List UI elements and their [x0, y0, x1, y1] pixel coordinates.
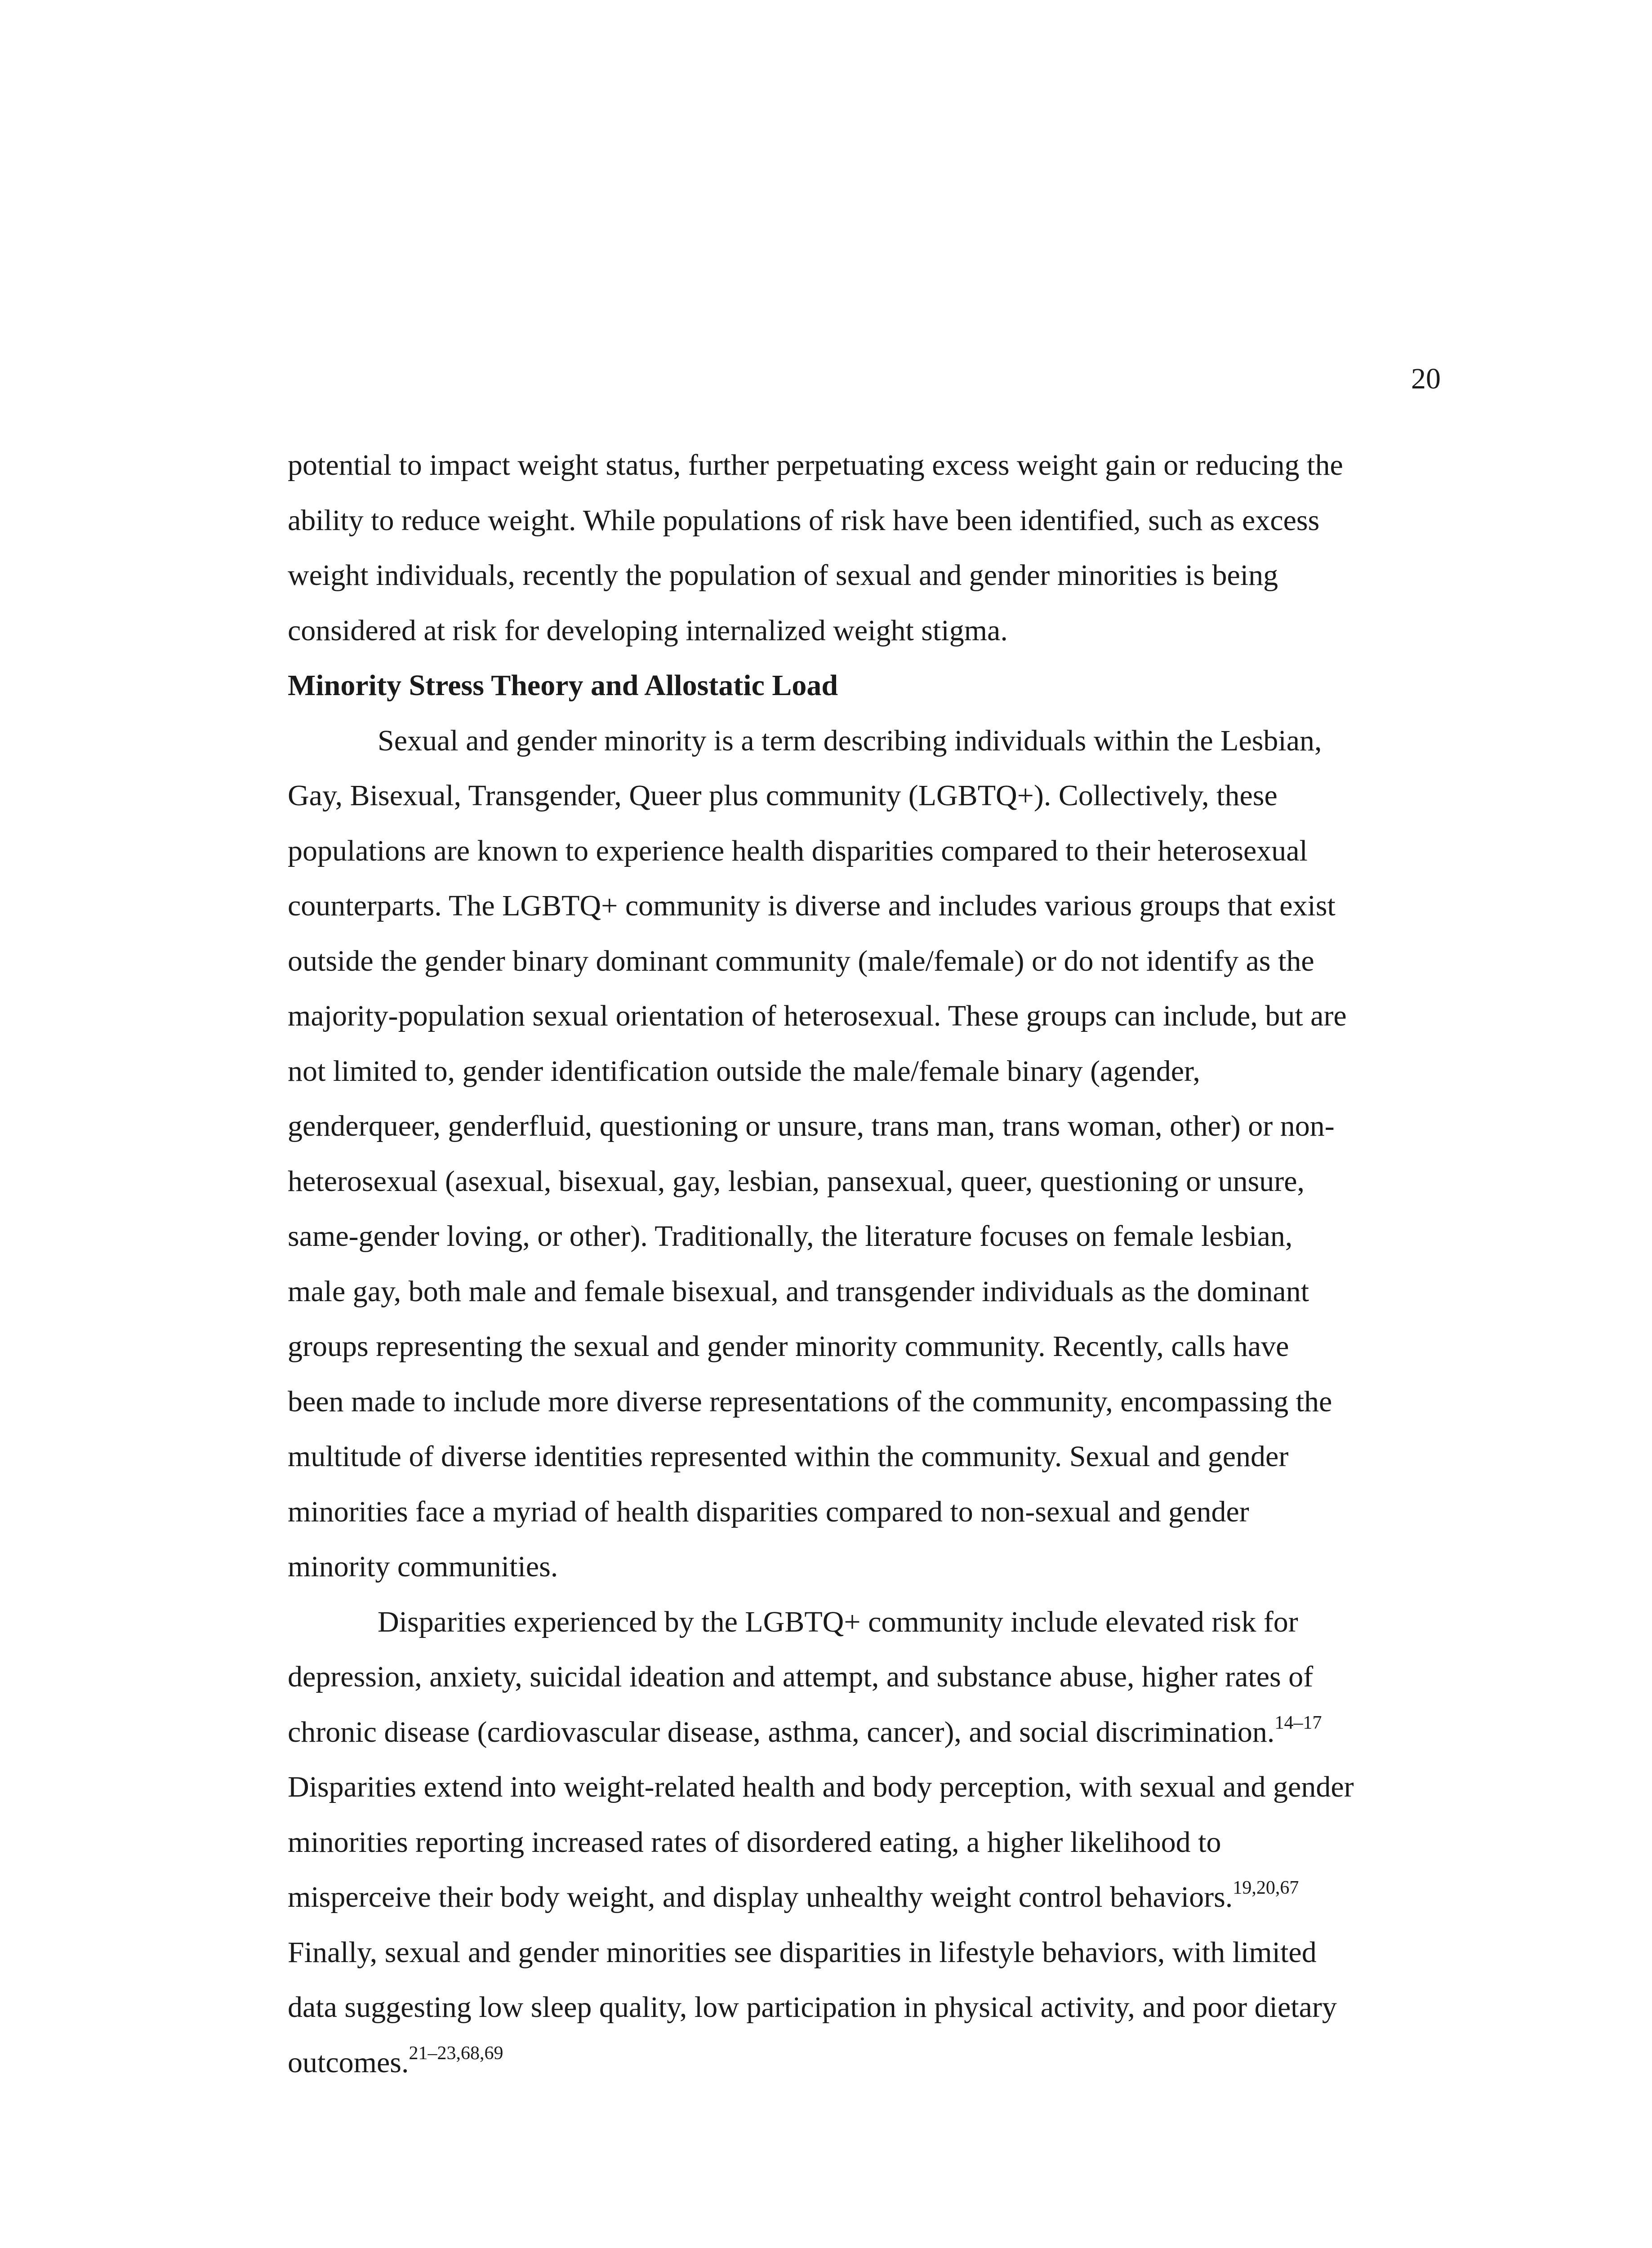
text-line: Disparities extend into weight-related health and body perception, with sexual and gender	[288, 1771, 1354, 1803]
section-heading: Minority Stress Theory and Allostatic Load	[288, 669, 838, 702]
text-line: minorities reporting increased rates of disordered eating, a higher likelihood to	[288, 1825, 1221, 1859]
text-line: depression, anxiety, suicidal ideation and attempt, and substance abuse, higher rates of	[288, 1660, 1314, 1693]
text-line: weight individuals, recently the population of sexual and gender minorities is being	[288, 559, 1278, 592]
text-line: data suggesting low sleep quality, low participation in physical activity, and poor dietary	[288, 1991, 1337, 2024]
text-line: Sexual and gender minority is a term describing individuals within the Lesbian,	[378, 724, 1322, 757]
text-line: majority-population sexual orientation of heterosexual. These groups can include, but are	[288, 999, 1347, 1032]
text-line: been made to include more diverse representations of the community, encompassing the	[288, 1385, 1332, 1418]
paragraph-disparities	[288, 1595, 1447, 2091]
text-line: Finally, sexual and gender minorities see disparities in lifestyle behaviors, with limited	[288, 1936, 1317, 1969]
paragraph-intro	[288, 438, 1447, 658]
text-line: same-gender loving, or other). Traditionally, the literature focuses on female lesbian,	[288, 1220, 1293, 1253]
citation-superscript: 19,20,67	[1233, 1878, 1299, 1898]
text-line: ability to reduce weight. While populations of risk have been identified, such as excess	[288, 504, 1320, 537]
paragraph-definition	[288, 714, 1447, 1595]
citation-superscript: 14–17	[1274, 1712, 1322, 1733]
text-line: counterparts. The LGBTQ+ community is diverse and includes various groups that exist	[288, 889, 1336, 922]
citation-superscript: 21–23,68,69	[409, 2043, 503, 2064]
text-line: multitude of diverse identities represented within the community. Sexual and gender	[288, 1440, 1289, 1473]
text-line: minority communities.	[288, 1550, 558, 1583]
body-text	[288, 438, 1447, 2090]
text-line: male gay, both male and female bisexual, and transgender individuals as the dominant	[288, 1275, 1309, 1308]
text-line: genderqueer, genderfluid, questioning or unsure, trans man, trans woman, other) or non-	[288, 1110, 1335, 1142]
page-number: 20	[1411, 362, 1441, 395]
text-line: Disparities experienced by the LGBTQ+ community include elevated risk for	[378, 1605, 1298, 1638]
text-line: potential to impact weight status, further perpetuating excess weight gain or reducing the	[288, 449, 1343, 482]
text-line: not limited to, gender identification outside the male/female binary (agender,	[288, 1054, 1200, 1088]
text-line: chronic disease (cardiovascular disease, asthma, cancer), and social discrimination.$^{14-17}$	[288, 1712, 1322, 1748]
text-line: heterosexual (asexual, bisexual, gay, lesbian, pansexual, queer, questioning or unsure,	[288, 1164, 1305, 1198]
text-line: populations are known to experience health disparities compared to their heterosexual	[288, 834, 1308, 867]
text-line: outcomes.$^{21-23,68,69}$	[288, 2043, 503, 2079]
text-line: groups representing the sexual and gender minority community. Recently, calls have	[288, 1330, 1289, 1363]
text-line: outside the gender binary dominant community (male/female) or do not identify as the	[288, 944, 1314, 977]
text-line: minorities face a myriad of health disparities compared to non-sexual and gender	[288, 1495, 1249, 1528]
text-line: Gay, Bisexual, Transgender, Queer plus community (LGBTQ+). Collectively, these	[288, 779, 1278, 812]
text-line: misperceive their body weight, and display unhealthy weight control behaviors.$^{19,20,67}$	[288, 1878, 1299, 1913]
text-line: considered at risk for developing internalized weight stigma.	[288, 614, 1008, 647]
